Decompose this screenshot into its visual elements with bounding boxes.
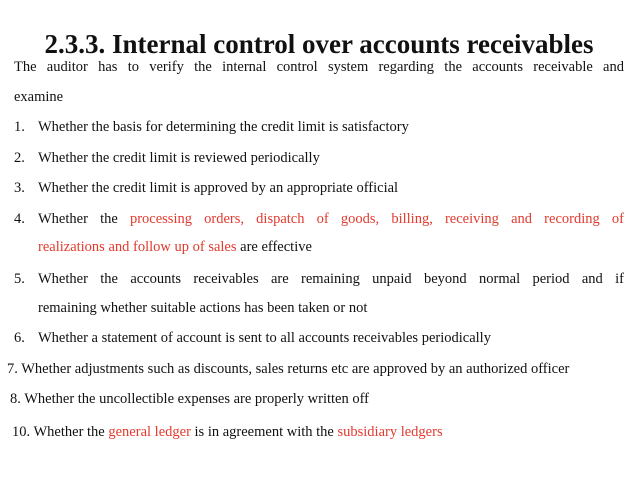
intro-line-2: examine xyxy=(14,89,64,105)
highlighted-text: general ledger xyxy=(108,424,191,440)
item-text: Whether the xyxy=(38,211,130,227)
item-number: 1. xyxy=(14,119,25,135)
item-number: 2. xyxy=(14,150,25,166)
item-number: 4. xyxy=(14,211,25,227)
item-number: 3. xyxy=(14,180,25,196)
item-text: Whether the credit limit is approved by an appropriate official xyxy=(38,180,399,196)
list-item-10 xyxy=(12,422,622,442)
list-item-7: 7. Whether adjustments such as discounts, sales returns etc are approved by an authorized officer xyxy=(7,361,570,377)
item-text-line-2 xyxy=(38,237,312,257)
intro-line-1: The auditor has to verify the internal control system regarding the accounts receivable and xyxy=(14,59,624,75)
item-text: Whether the credit limit is reviewed periodically xyxy=(38,150,320,166)
highlighted-text: subsidiary ledgers xyxy=(337,424,443,440)
item-text-line-1: Whether the accounts receivables are remaining unpaid beyond normal period and if xyxy=(38,271,624,287)
item-text: Whether a statement of account is sent to all accounts receivables periodically xyxy=(38,330,491,346)
item-text: Whether the basis for determining the credit limit is satisfactory xyxy=(38,119,409,135)
page-title: 2.3.3. Internal control over accounts receivables xyxy=(44,29,594,59)
item-text: 10. Whether the xyxy=(12,424,109,440)
list-item-8: 8. Whether the uncollectible expenses are properly written off xyxy=(10,391,370,407)
item-number: 5. xyxy=(14,271,25,287)
item-text: is in agreement with the xyxy=(190,424,338,440)
item-number: 6. xyxy=(14,330,25,346)
item-text-line-1 xyxy=(38,209,624,229)
highlighted-text: realizations and follow up of sales xyxy=(38,239,237,255)
highlighted-text: processing orders, dispatch of goods, billing, receiving and recording of xyxy=(129,211,624,227)
item-text: are effective xyxy=(236,239,312,255)
item-text-line-2: remaining whether suitable actions has been taken or not xyxy=(38,300,368,316)
